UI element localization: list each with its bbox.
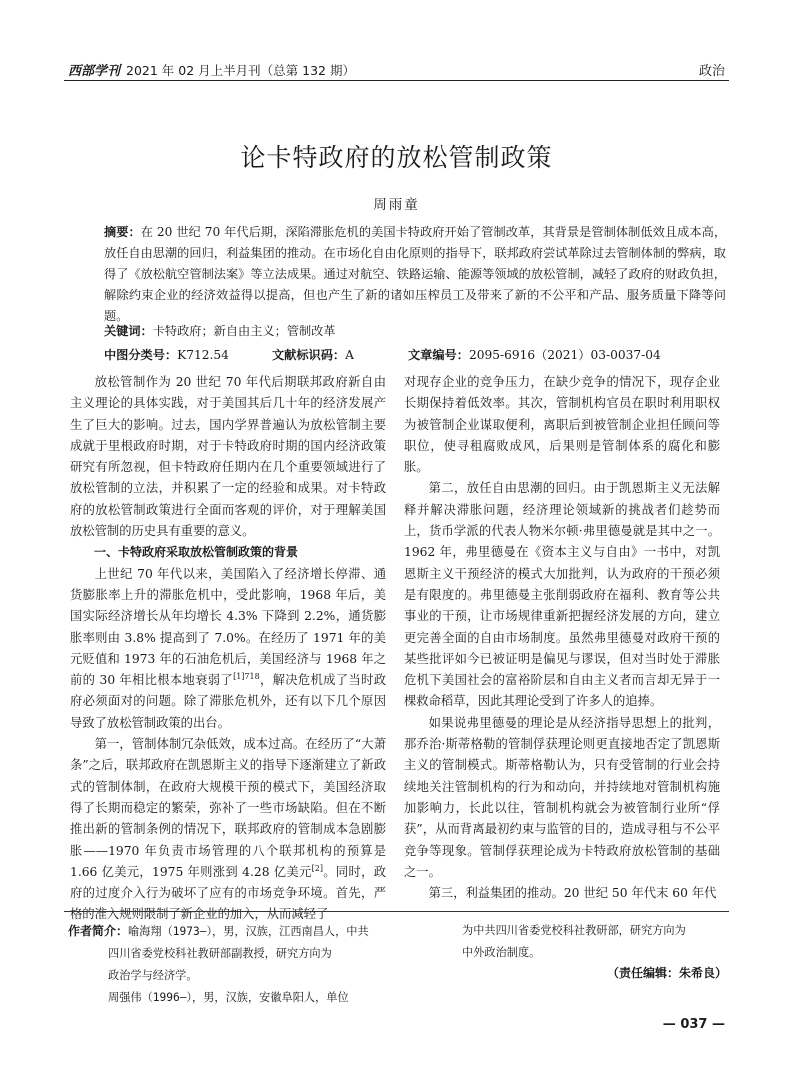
body-left-column [70,372,386,926]
header-divider [64,80,729,81]
footnote-divider [64,911,729,912]
running-header [68,60,355,79]
abstract [104,222,726,327]
author-bio: 作者简介：喻海翔（1973—），男，汉族，江西南昌人，中共 四川省委党校科社教研部副教授，研究方向为 政治学与经济学。 周强伟（1996—），男，汉族，安徽阜阳人，单位 [68,924,369,1004]
citation-2: [2] [311,863,323,873]
document-code [272,346,354,363]
article-no-label: 文章编号： [408,348,469,362]
keywords-text: 卡特政府；新自由主义；管制改革 [152,324,336,338]
capture-theory-paragraph: 如果说弗里德曼的理论是从经济指导思想上的批判，那乔治·斯蒂格勒的管制俘获理论则更直接地否定了凯恩斯主义的管制模式。斯蒂格勒认为，只有受管制的行业会持续地关注管制机构的行为和动向，并持续地对管制机构施加影响力，长此以往，管制机构就会为被管制行业所“俘获”，从而背离最初约束与监管的目的，造成寻租与不公平竞争等现象。管制俘获理论成为卡特政府放松管制的基础之一。 [404,715,720,879]
article-number [408,346,661,363]
issue-info: 2021 年 02 月上半月刊（总第 132 期） [126,63,355,78]
article-title: 论卡特政府的放松管制政策 [240,143,553,172]
responsible-editor: （责任编辑：朱希良） [606,966,727,980]
article-author: 周雨童 [373,197,420,213]
abstract-label: 摘要： [104,225,141,239]
body-right-column [404,372,720,904]
journal-logo: 西部学刊 [68,64,121,79]
clc-label: 中图分类号： [104,348,178,362]
citation-1: [1]718 [233,672,260,682]
reason-two-paragraph: 第二，放任自由思潮的回归。由于凯恩斯主义无法解释并解决滞胀问题，经济理论领域新的挑战者们趁势而上，货币学派的代表人物米尔顿·弗里德曼就是其中之一。1962 年，弗里德曼在《资本主义与自由》一书中，对凯恩斯主义干预经济的模式大加批判，认为政府的干预必须是有限度的。弗里德曼主张削弱政府在福利、教育等公共事业的干预，让市场规律重新把握经济发展的方向，建立更完善全面的自由市场制度。虽然弗里德曼对政府干预的某些批评如今已被证明是偏见与谬误，但对当时处于滞胀危机下美国社会的富裕阶层和自由主义者而言却无异于一棵救命稻草，因此其理论受到了许多人的追捧。 [404,481,720,709]
page-number: — 037 — [662,1017,725,1032]
section-heading-1: 一、卡特政府采取放松管制政策的背景 [94,545,299,560]
keywords [104,322,336,339]
author-bio-label: 作者简介： [68,924,129,938]
article-no-value: 2095-6916（2021）03-0037-04 [468,348,661,362]
author-bio-continued: 为中共四川省委党校科社教研部，研究方向为 中外政治制度。 [462,924,686,959]
background-paragraph: 上世纪 70 年代以来，美国陷入了经济增长停滞、通货膨胀率上升的滞胀危机中，受此影响，1968 年后，美国实际经济增长从年均增长 4.3% 下降到 2.2%，通货膨胀率则由 3.8% 提高到了 7.0%。在经历了 1971 年的美元贬值和 1973 年的石油危机后，美国经济与 1968 年之前的 30 年相比根本地衰弱了$^{[1]718}$，解决危机成了当时政府必须面对的问题。除了滞胀危机外，还有以下几个原因导致了放松管制政策的出台。 [70,566,386,730]
continued-paragraph: 对现存企业的竞争压力，在缺少竞争的情况下，现存企业长期保持着低效率。其次，管制机构官员在职时利用职权为被管制企业谋取便利，离职后到被管制企业担任顾问等职位，使寻租腐败成风，后果则是管制体系的腐化和膨胀。 [404,375,720,475]
doc-label: 文献标识码： [272,348,346,362]
keywords-label: 关键词： [104,324,153,338]
reason-one-paragraph: 第一，管制体制冗杂低效，成本过高。在经历了“大萧条”之后，联邦政府在凯恩斯主义的指导下逐渐建立了新政式的管制体制，在政府大规模干预的模式下，美国经济取得了长期而稳定的繁荣，弥补了一些市场缺陷。但在不断推出新的管制条例的情况下，联邦政府的管制成本急剧膨胀——1970 年负责市场管理的八个联邦机构的预算是 1.66 亿美元，1975 年则涨到 4.28 亿美元[2]。同时，政府的过度介入行为破坏了应有的市场竞争环境。首先，严格的准入规则限制了新企业的加入，从而减轻了 [70,737,386,922]
abstract-text: 在 20 世纪 70 年代后期，深陷滞胀危机的美国卡特政府开始了管制改革，其背景是管制体制低效且成本高，放任自由思潮的回归，利益集团的推动。在市场化自由化原则的指导下，联邦政府尝试革除过去管制体制的弊病，取得了《放松航空管制法案》等立法成果。通过对航空、铁路运输、能源等领域的放松管制，减轻了政府的财政负担，解除约束企业的经济效益得以提高，但也产生了新的诸如压榨员工及带来了新的不公平和产品、服务质量下降等问题。 [104,225,727,323]
clc-value: K712.54 [177,348,229,362]
intro-paragraph: 放松管制作为 20 世纪 70 年代后期联邦政府新自由主义理论的具体实践，对于美国其后几十年的经济发展产生了巨大的影响。过去，国内学界普遍认为放松管制主要成就于里根政府时期，对于卡特政府时期的国内经济政策研究有所忽视，但卡特政府任期内在几个重要领域进行了放松管制的立法，并积累了一定的经验和成果。对卡特政府的放松管制政策进行全面而客观的评价，对于理解美国放松管制的历史具有重要的意义。 [70,375,386,539]
section-label: 政治 [698,64,725,79]
doc-value: A [345,348,354,362]
clc-number [104,346,229,363]
reason-three-paragraph: 第三，利益集团的推动。20 世纪 50 年代末 60 年代 [428,886,717,901]
